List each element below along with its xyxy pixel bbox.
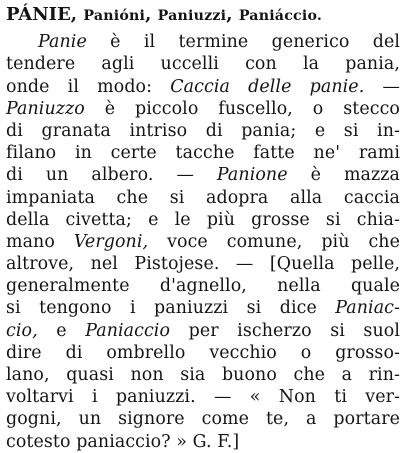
text-line xyxy=(6,231,400,253)
text-run: cotesto paniaccio? » G. F.] xyxy=(6,431,240,452)
text-line xyxy=(6,275,400,297)
text-run: si tengono i paniuzzi si dice xyxy=(6,298,336,319)
text-run: gogni, un signore come te, a portare xyxy=(6,409,400,430)
text-run: altrove, nel Pistojese. — [Quella pelle, xyxy=(6,254,400,275)
italic-term: cio, xyxy=(6,320,38,341)
text-line xyxy=(6,164,400,186)
italic-term: Panie xyxy=(38,32,87,53)
text-line xyxy=(6,342,400,364)
text-run: della civetta; e le più grosse si chia- xyxy=(6,209,400,230)
text-line xyxy=(6,120,400,142)
text-run: generalmente d'agnello, nella quale xyxy=(6,276,400,297)
text-run: è il termine generico del xyxy=(86,32,400,53)
text-run: mano xyxy=(6,231,74,252)
text-run: filano in certe tacche fatte ne' rami xyxy=(6,143,400,164)
entry-variant: Paniuzzi xyxy=(157,8,227,24)
entry-definition xyxy=(6,31,400,453)
text-run: dire di ombrello vecchio o grosso- xyxy=(6,342,400,363)
entry-variant: Paniáccio. xyxy=(238,8,323,24)
text-run: impaniata che si adopra alla caccia xyxy=(6,187,400,208)
text-run: lano, quasi non sia buono che a rin- xyxy=(6,365,400,386)
heading-separator: , xyxy=(145,4,158,25)
text-line xyxy=(6,320,400,342)
text-line xyxy=(6,364,400,386)
text-run: di granata intriso di pania; e si in- xyxy=(6,120,400,141)
entry-heading xyxy=(6,4,400,27)
italic-term: Paniuzzo xyxy=(6,98,85,119)
text-line xyxy=(6,297,400,319)
text-run: è piccolo fuscello, o stecco xyxy=(84,98,400,119)
italic-term: Paniaccio xyxy=(85,320,171,341)
text-run: di un albero. — xyxy=(6,165,217,186)
entry-headword: PÁNIE xyxy=(6,4,71,25)
italic-term: Caccia delle panie. — xyxy=(170,76,400,97)
text-line xyxy=(6,431,400,453)
dictionary-entry xyxy=(6,4,400,453)
text-run: tendere agli uccelli con la pania, xyxy=(6,54,400,75)
text-run: onde il modo: xyxy=(6,76,171,97)
text-run: per ischerzo si suol xyxy=(170,320,400,341)
text-line xyxy=(6,386,400,408)
text-run: voce comune, più che xyxy=(148,231,400,252)
text-line xyxy=(6,187,400,209)
italic-term: Panione xyxy=(216,165,288,186)
text-line xyxy=(6,98,400,120)
text-run: voltarvi i paniuzzi. — « Non ti ver- xyxy=(6,387,400,408)
text-line xyxy=(6,31,400,53)
text-line xyxy=(6,408,400,430)
heading-separator: , xyxy=(226,4,239,25)
text-line xyxy=(6,53,400,75)
italic-term: Vergoni, xyxy=(73,231,149,252)
text-run: e xyxy=(37,320,86,341)
text-line xyxy=(6,142,400,164)
text-line xyxy=(6,253,400,275)
text-line xyxy=(6,76,400,98)
text-line xyxy=(6,209,400,231)
italic-term: Paniac- xyxy=(335,298,400,319)
heading-separator: , xyxy=(70,4,84,25)
text-run: è mazza xyxy=(287,165,400,186)
entry-variant: Panióni xyxy=(83,8,146,24)
